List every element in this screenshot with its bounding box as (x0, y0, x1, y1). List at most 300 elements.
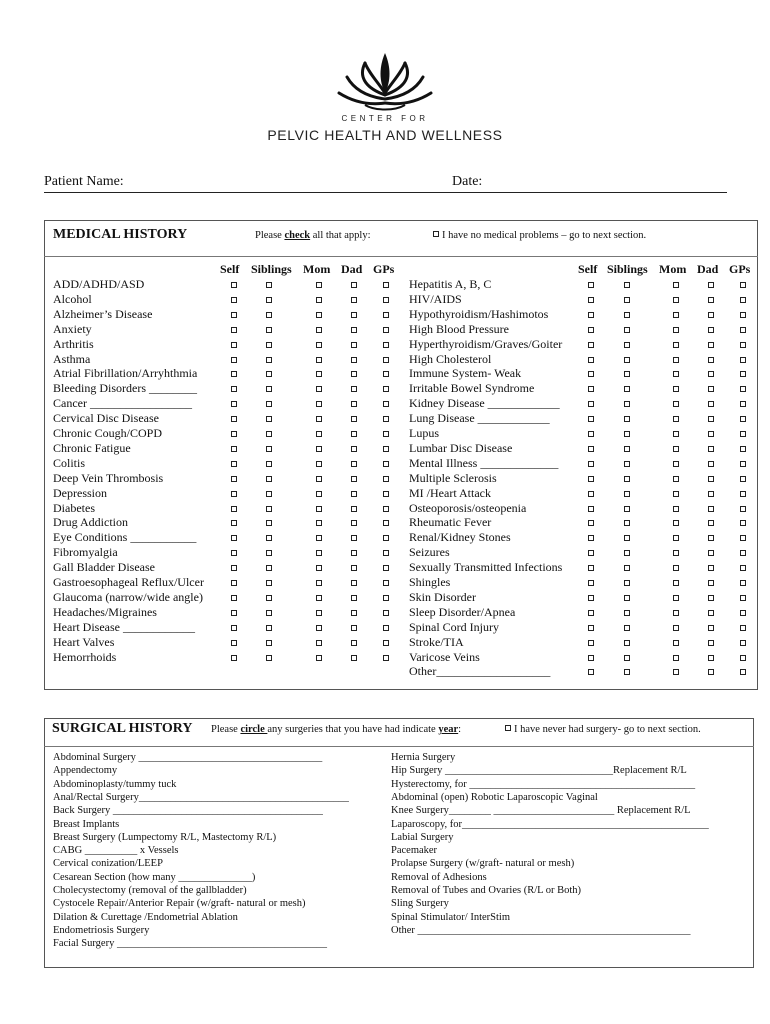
checkbox-self[interactable] (231, 282, 237, 288)
checkbox-siblings[interactable] (266, 371, 272, 377)
checkbox-self[interactable] (588, 297, 594, 303)
checkbox-gps[interactable] (383, 565, 389, 571)
checkbox-mom[interactable] (316, 282, 322, 288)
checkbox-siblings[interactable] (266, 461, 272, 467)
checkbox-gps[interactable] (740, 371, 746, 377)
checkbox-self[interactable] (231, 401, 237, 407)
checkbox-siblings[interactable] (266, 431, 272, 437)
checkbox-dad[interactable] (708, 297, 714, 303)
checkbox-self[interactable] (231, 520, 237, 526)
checkbox-siblings[interactable] (624, 476, 630, 482)
checkbox-dad[interactable] (351, 476, 357, 482)
checkbox-gps[interactable] (383, 371, 389, 377)
checkbox-gps[interactable] (740, 640, 746, 646)
checkbox-gps[interactable] (740, 476, 746, 482)
checkbox-gps[interactable] (740, 669, 746, 675)
condition-label: ADD/ADHD/ASD (53, 277, 145, 291)
surgery-item[interactable]: Hysterectomy, for ___________________________________________ (391, 778, 696, 790)
checkbox-mom[interactable] (316, 640, 322, 646)
no-medical-problems-checkbox[interactable] (433, 231, 439, 237)
checkbox-gps[interactable] (740, 610, 746, 616)
checkbox-gps[interactable] (383, 461, 389, 467)
checkbox-dad[interactable] (351, 565, 357, 571)
checkbox-siblings[interactable] (266, 312, 272, 318)
checkbox-self[interactable] (588, 550, 594, 556)
checkbox-self[interactable] (588, 595, 594, 601)
checkbox-mom[interactable] (673, 342, 679, 348)
checkbox-dad[interactable] (708, 669, 714, 675)
surgery-item[interactable]: Breast Implants (53, 818, 120, 830)
checkbox-mom[interactable] (673, 401, 679, 407)
checkbox-dad[interactable] (708, 461, 714, 467)
checkbox-gps[interactable] (383, 401, 389, 407)
checkbox-self[interactable] (588, 416, 594, 422)
surgery-item[interactable]: Breast Surgery (Lumpectomy R/L, Mastectomy R/L) (53, 831, 277, 843)
checkbox-dad[interactable] (351, 550, 357, 556)
checkbox-siblings[interactable] (624, 327, 630, 333)
checkbox-mom[interactable] (673, 580, 679, 586)
checkbox-gps[interactable] (383, 506, 389, 512)
checkbox-siblings[interactable] (266, 506, 272, 512)
checkbox-self[interactable] (588, 669, 594, 675)
checkbox-self[interactable] (588, 401, 594, 407)
checkbox-self[interactable] (588, 625, 594, 631)
checkbox-self[interactable] (588, 491, 594, 497)
surgery-item[interactable]: Cholecystectomy (removal of the gallbladder) (53, 885, 247, 896)
checkbox-siblings[interactable] (266, 655, 272, 661)
checkbox-dad[interactable] (708, 580, 714, 586)
checkbox-gps[interactable] (383, 520, 389, 526)
checkbox-gps[interactable] (383, 476, 389, 482)
checkbox-dad[interactable] (708, 312, 714, 318)
checkbox-siblings[interactable] (624, 431, 630, 437)
checkbox-siblings[interactable] (266, 342, 272, 348)
checkbox-self[interactable] (231, 625, 237, 631)
checkbox-dad[interactable] (708, 416, 714, 422)
checkbox-mom[interactable] (316, 357, 322, 363)
checkbox-siblings[interactable] (266, 297, 272, 303)
checkbox-mom[interactable] (316, 610, 322, 616)
checkbox-dad[interactable] (351, 506, 357, 512)
checkbox-siblings[interactable] (266, 327, 272, 333)
checkbox-siblings[interactable] (624, 401, 630, 407)
checkbox-self[interactable] (231, 476, 237, 482)
checkbox-mom[interactable] (316, 386, 322, 392)
checkbox-dad[interactable] (708, 386, 714, 392)
checkbox-mom[interactable] (316, 431, 322, 437)
checkbox-siblings[interactable] (624, 610, 630, 616)
checkbox-dad[interactable] (708, 491, 714, 497)
checkbox-dad[interactable] (708, 535, 714, 541)
checkbox-self[interactable] (588, 327, 594, 333)
checkbox-mom[interactable] (673, 595, 679, 601)
surgery-item[interactable]: Cervical conization/LEEP (53, 858, 163, 870)
checkbox-siblings[interactable] (266, 491, 272, 497)
checkbox-self[interactable] (231, 357, 237, 363)
checkbox-self[interactable] (588, 431, 594, 437)
checkbox-siblings[interactable] (266, 446, 272, 452)
surgery-item[interactable]: Pacemaker (391, 845, 438, 857)
checkbox-mom[interactable] (316, 595, 322, 601)
checkbox-self[interactable] (231, 312, 237, 318)
checkbox-self[interactable] (231, 431, 237, 437)
checkbox-dad[interactable] (708, 431, 714, 437)
checkbox-self[interactable] (588, 461, 594, 467)
checkbox-self[interactable] (231, 461, 237, 467)
surgery-item[interactable]: Anal/Rectal Surgery________________________________________ (53, 791, 349, 803)
checkbox-siblings[interactable] (624, 282, 630, 288)
checkbox-mom[interactable] (316, 327, 322, 333)
checkbox-mom[interactable] (316, 297, 322, 303)
checkbox-mom[interactable] (673, 565, 679, 571)
checkbox-mom[interactable] (673, 446, 679, 452)
checkbox-mom[interactable] (673, 357, 679, 363)
surgery-item[interactable]: Appendectomy (53, 765, 118, 777)
checkbox-siblings[interactable] (266, 386, 272, 392)
checkbox-dad[interactable] (351, 401, 357, 407)
surgery-item[interactable]: Spinal Stimulator/ InterStim (391, 911, 510, 923)
surgery-item[interactable]: Dilation & Curettage /Endometrial Ablation (53, 911, 238, 923)
checkbox-self[interactable] (588, 580, 594, 586)
checkbox-siblings[interactable] (266, 476, 272, 482)
checkbox-mom[interactable] (316, 520, 322, 526)
checkbox-mom[interactable] (673, 371, 679, 377)
checkbox-mom[interactable] (316, 446, 322, 452)
checkbox-dad[interactable] (708, 565, 714, 571)
checkbox-siblings[interactable] (624, 386, 630, 392)
checkbox-self[interactable] (588, 565, 594, 571)
checkbox-self[interactable] (588, 640, 594, 646)
checkbox-dad[interactable] (708, 610, 714, 616)
checkbox-siblings[interactable] (624, 297, 630, 303)
checkbox-self[interactable] (588, 357, 594, 363)
checkbox-gps[interactable] (740, 327, 746, 333)
checkbox-siblings[interactable] (624, 416, 630, 422)
checkbox-gps[interactable] (383, 431, 389, 437)
checkbox-self[interactable] (231, 535, 237, 541)
checkbox-dad[interactable] (708, 401, 714, 407)
checkbox-gps[interactable] (740, 506, 746, 512)
checkbox-gps[interactable] (740, 580, 746, 586)
checkbox-gps[interactable] (740, 297, 746, 303)
checkbox-dad[interactable] (351, 371, 357, 377)
checkbox-mom[interactable] (316, 655, 322, 661)
checkbox-mom[interactable] (316, 371, 322, 377)
checkbox-siblings[interactable] (266, 535, 272, 541)
checkbox-mom[interactable] (316, 491, 322, 497)
checkbox-dad[interactable] (351, 342, 357, 348)
checkbox-siblings[interactable] (266, 610, 272, 616)
checkbox-gps[interactable] (383, 610, 389, 616)
checkbox-gps[interactable] (740, 386, 746, 392)
checkbox-mom[interactable] (673, 550, 679, 556)
surgery-item[interactable]: Knee Surgery________ _______________________ Replacement R/L (391, 805, 691, 817)
checkbox-dad[interactable] (351, 535, 357, 541)
checkbox-gps[interactable] (383, 386, 389, 392)
checkbox-mom[interactable] (673, 431, 679, 437)
checkbox-dad[interactable] (708, 327, 714, 333)
checkbox-dad[interactable] (708, 595, 714, 601)
checkbox-siblings[interactable] (624, 580, 630, 586)
checkbox-dad[interactable] (708, 371, 714, 377)
checkbox-siblings[interactable] (266, 580, 272, 586)
checkbox-mom[interactable] (316, 401, 322, 407)
checkbox-mom[interactable] (673, 655, 679, 661)
checkbox-self[interactable] (231, 506, 237, 512)
checkbox-siblings[interactable] (266, 357, 272, 363)
checkbox-gps[interactable] (740, 461, 746, 467)
checkbox-gps[interactable] (740, 535, 746, 541)
checkbox-self[interactable] (588, 535, 594, 541)
checkbox-dad[interactable] (351, 625, 357, 631)
checkbox-mom[interactable] (673, 461, 679, 467)
checkbox-mom[interactable] (673, 386, 679, 392)
checkbox-self[interactable] (231, 297, 237, 303)
checkbox-mom[interactable] (673, 491, 679, 497)
checkbox-gps[interactable] (383, 595, 389, 601)
checkbox-dad[interactable] (351, 461, 357, 467)
checkbox-mom[interactable] (316, 535, 322, 541)
checkbox-siblings[interactable] (624, 595, 630, 601)
checkbox-dad[interactable] (351, 595, 357, 601)
no-surgery-option[interactable]: I have never had surgery- go to next section. (505, 724, 701, 735)
checkbox-mom[interactable] (673, 416, 679, 422)
checkbox-gps[interactable] (740, 312, 746, 318)
checkbox-siblings[interactable] (624, 520, 630, 526)
checkbox-gps[interactable] (383, 312, 389, 318)
surgery-item[interactable]: Cystocele Repair/Anterior Repair (w/graft- natural or mesh) (53, 898, 306, 910)
surgery-item[interactable]: Abdominal Surgery ___________________________________ (53, 752, 323, 763)
checkbox-gps[interactable] (383, 580, 389, 586)
checkbox-siblings[interactable] (624, 535, 630, 541)
checkbox-siblings[interactable] (266, 595, 272, 601)
checkbox-siblings[interactable] (624, 625, 630, 631)
checkbox-self[interactable] (588, 446, 594, 452)
surgery-item[interactable]: CABG __________ x Vessels (53, 845, 179, 857)
surgery-item[interactable]: Abdominal (open) Robotic Laparoscopic Vaginal (391, 791, 598, 803)
surgery-item[interactable]: Endometriosis Surgery (53, 924, 150, 936)
checkbox-dad[interactable] (708, 282, 714, 288)
checkbox-siblings[interactable] (624, 669, 630, 675)
checkbox-self[interactable] (588, 312, 594, 318)
checkbox-dad[interactable] (708, 476, 714, 482)
checkbox-gps[interactable] (383, 625, 389, 631)
checkbox-gps[interactable] (383, 655, 389, 661)
checkbox-gps[interactable] (740, 520, 746, 526)
checkbox-self[interactable] (231, 640, 237, 646)
checkbox-siblings[interactable] (266, 625, 272, 631)
checkbox-self[interactable] (588, 655, 594, 661)
checkbox-siblings[interactable] (624, 640, 630, 646)
checkbox-siblings[interactable] (266, 282, 272, 288)
checkbox-gps[interactable] (383, 535, 389, 541)
surgery-item[interactable]: Prolapse Surgery (w/graft- natural or mesh) (391, 858, 575, 870)
checkbox-mom[interactable] (316, 312, 322, 318)
checkbox-siblings[interactable] (266, 565, 272, 571)
checkbox-siblings[interactable] (624, 655, 630, 661)
checkbox-gps[interactable] (383, 327, 389, 333)
checkbox-siblings[interactable] (624, 371, 630, 377)
checkbox-dad[interactable] (708, 655, 714, 661)
checkbox-mom[interactable] (673, 312, 679, 318)
checkbox-gps[interactable] (740, 595, 746, 601)
checkbox-self[interactable] (231, 655, 237, 661)
checkbox-dad[interactable] (351, 610, 357, 616)
checkbox-dad[interactable] (351, 312, 357, 318)
checkbox-self[interactable] (588, 476, 594, 482)
checkbox-self[interactable] (588, 282, 594, 288)
checkbox-dad[interactable] (351, 282, 357, 288)
checkbox-mom[interactable] (316, 625, 322, 631)
checkbox-dad[interactable] (708, 342, 714, 348)
checkbox-gps[interactable] (383, 282, 389, 288)
checkbox-mom[interactable] (673, 282, 679, 288)
checkbox-mom[interactable] (316, 565, 322, 571)
checkbox-self[interactable] (231, 550, 237, 556)
checkbox-dad[interactable] (351, 386, 357, 392)
checkbox-self[interactable] (588, 371, 594, 377)
no-medical-problems-option[interactable]: I have no medical problems – go to next section. (433, 230, 646, 241)
checkbox-siblings[interactable] (624, 446, 630, 452)
checkbox-mom[interactable] (316, 580, 322, 586)
checkbox-siblings[interactable] (624, 565, 630, 571)
checkbox-mom[interactable] (673, 610, 679, 616)
checkbox-dad[interactable] (351, 431, 357, 437)
checkbox-dad[interactable] (708, 357, 714, 363)
surgery-item[interactable]: Laparoscopy, for_______________________________________________ (391, 818, 709, 830)
checkbox-gps[interactable] (740, 625, 746, 631)
checkbox-dad[interactable] (351, 416, 357, 422)
checkbox-self[interactable] (231, 371, 237, 377)
checkbox-dad[interactable] (351, 655, 357, 661)
surgery-item[interactable]: Back Surgery ________________________________________ (53, 805, 323, 817)
checkbox-dad[interactable] (708, 446, 714, 452)
checkbox-dad[interactable] (351, 580, 357, 586)
checkbox-mom[interactable] (673, 625, 679, 631)
surgery-item[interactable]: Sling Surgery (391, 898, 449, 910)
surgery-item[interactable]: Facial Surgery ________________________________________ (53, 938, 327, 950)
surgery-item[interactable]: Removal of Adhesions (391, 871, 487, 883)
checkbox-mom[interactable] (673, 476, 679, 482)
checkbox-dad[interactable] (351, 446, 357, 452)
checkbox-mom[interactable] (673, 669, 679, 675)
checkbox-dad[interactable] (351, 357, 357, 363)
surgery-item[interactable]: Abdominoplasty/tummy tuck (53, 778, 177, 790)
checkbox-siblings[interactable] (624, 312, 630, 318)
checkbox-mom[interactable] (673, 506, 679, 512)
checkbox-dad[interactable] (351, 640, 357, 646)
checkbox-mom[interactable] (316, 506, 322, 512)
checkbox-mom[interactable] (673, 327, 679, 333)
checkbox-siblings[interactable] (624, 506, 630, 512)
checkbox-self[interactable] (231, 580, 237, 586)
checkbox-siblings[interactable] (624, 491, 630, 497)
checkbox-self[interactable] (231, 327, 237, 333)
surgery-item[interactable]: Other ____________________________________________________ (391, 924, 691, 936)
checkbox-gps[interactable] (383, 416, 389, 422)
checkbox-self[interactable] (231, 342, 237, 348)
checkbox-self[interactable] (231, 565, 237, 571)
checkbox-mom[interactable] (316, 461, 322, 467)
checkbox-gps[interactable] (383, 342, 389, 348)
surgery-item[interactable]: Hernia Surgery (391, 752, 456, 763)
checkbox-gps[interactable] (383, 297, 389, 303)
condition-label: Asthma (53, 351, 91, 366)
checkbox-gps[interactable] (740, 282, 746, 288)
checkbox-self[interactable] (231, 610, 237, 616)
checkbox-gps[interactable] (740, 446, 746, 452)
checkbox-dad[interactable] (708, 625, 714, 631)
checkbox-siblings[interactable] (624, 357, 630, 363)
checkbox-gps[interactable] (383, 491, 389, 497)
checkbox-dad[interactable] (351, 491, 357, 497)
checkbox-mom[interactable] (316, 416, 322, 422)
checkbox-self[interactable] (588, 386, 594, 392)
checkbox-self[interactable] (231, 386, 237, 392)
checkbox-dad[interactable] (708, 520, 714, 526)
checkbox-dad[interactable] (708, 550, 714, 556)
checkbox-self[interactable] (588, 342, 594, 348)
surgery-item[interactable]: Hip Surgery ________________________________Replacement R/L (391, 765, 687, 777)
checkbox-dad[interactable] (351, 520, 357, 526)
checkbox-self[interactable] (588, 506, 594, 512)
checkbox-gps[interactable] (383, 640, 389, 646)
checkbox-siblings[interactable] (624, 342, 630, 348)
checkbox-siblings[interactable] (266, 416, 272, 422)
checkbox-gps[interactable] (740, 416, 746, 422)
no-surgery-checkbox[interactable] (505, 725, 511, 731)
checkbox-siblings[interactable] (266, 640, 272, 646)
checkbox-siblings[interactable] (266, 550, 272, 556)
checkbox-gps[interactable] (740, 550, 746, 556)
checkbox-self[interactable] (588, 520, 594, 526)
checkbox-gps[interactable] (383, 550, 389, 556)
checkbox-mom[interactable] (316, 342, 322, 348)
checkbox-gps[interactable] (740, 565, 746, 571)
checkbox-self[interactable] (231, 416, 237, 422)
checkbox-gps[interactable] (383, 446, 389, 452)
checkbox-self[interactable] (231, 595, 237, 601)
checkbox-mom[interactable] (673, 535, 679, 541)
checkbox-self[interactable] (231, 491, 237, 497)
surgery-item[interactable]: Labial Surgery (391, 831, 454, 843)
checkbox-mom[interactable] (673, 297, 679, 303)
checkbox-gps[interactable] (383, 357, 389, 363)
surgery-item[interactable]: Removal of Tubes and Ovaries (R/L or Both) (391, 885, 582, 896)
checkbox-mom[interactable] (673, 520, 679, 526)
checkbox-mom[interactable] (316, 476, 322, 482)
checkbox-gps[interactable] (740, 401, 746, 407)
checkbox-self[interactable] (231, 446, 237, 452)
checkbox-dad[interactable] (708, 506, 714, 512)
surgery-item[interactable]: Cesarean Section (how many ______________) (53, 871, 256, 883)
checkbox-siblings[interactable] (624, 550, 630, 556)
checkbox-dad[interactable] (351, 327, 357, 333)
checkbox-mom[interactable] (673, 640, 679, 646)
checkbox-gps[interactable] (740, 357, 746, 363)
checkbox-dad[interactable] (708, 640, 714, 646)
checkbox-gps[interactable] (740, 655, 746, 661)
checkbox-gps[interactable] (740, 342, 746, 348)
checkbox-siblings[interactable] (266, 401, 272, 407)
checkbox-siblings[interactable] (266, 520, 272, 526)
checkbox-dad[interactable] (351, 297, 357, 303)
checkbox-mom[interactable] (316, 550, 322, 556)
checkbox-gps[interactable] (740, 431, 746, 437)
checkbox-siblings[interactable] (624, 461, 630, 467)
checkbox-self[interactable] (588, 610, 594, 616)
checkbox-gps[interactable] (740, 491, 746, 497)
